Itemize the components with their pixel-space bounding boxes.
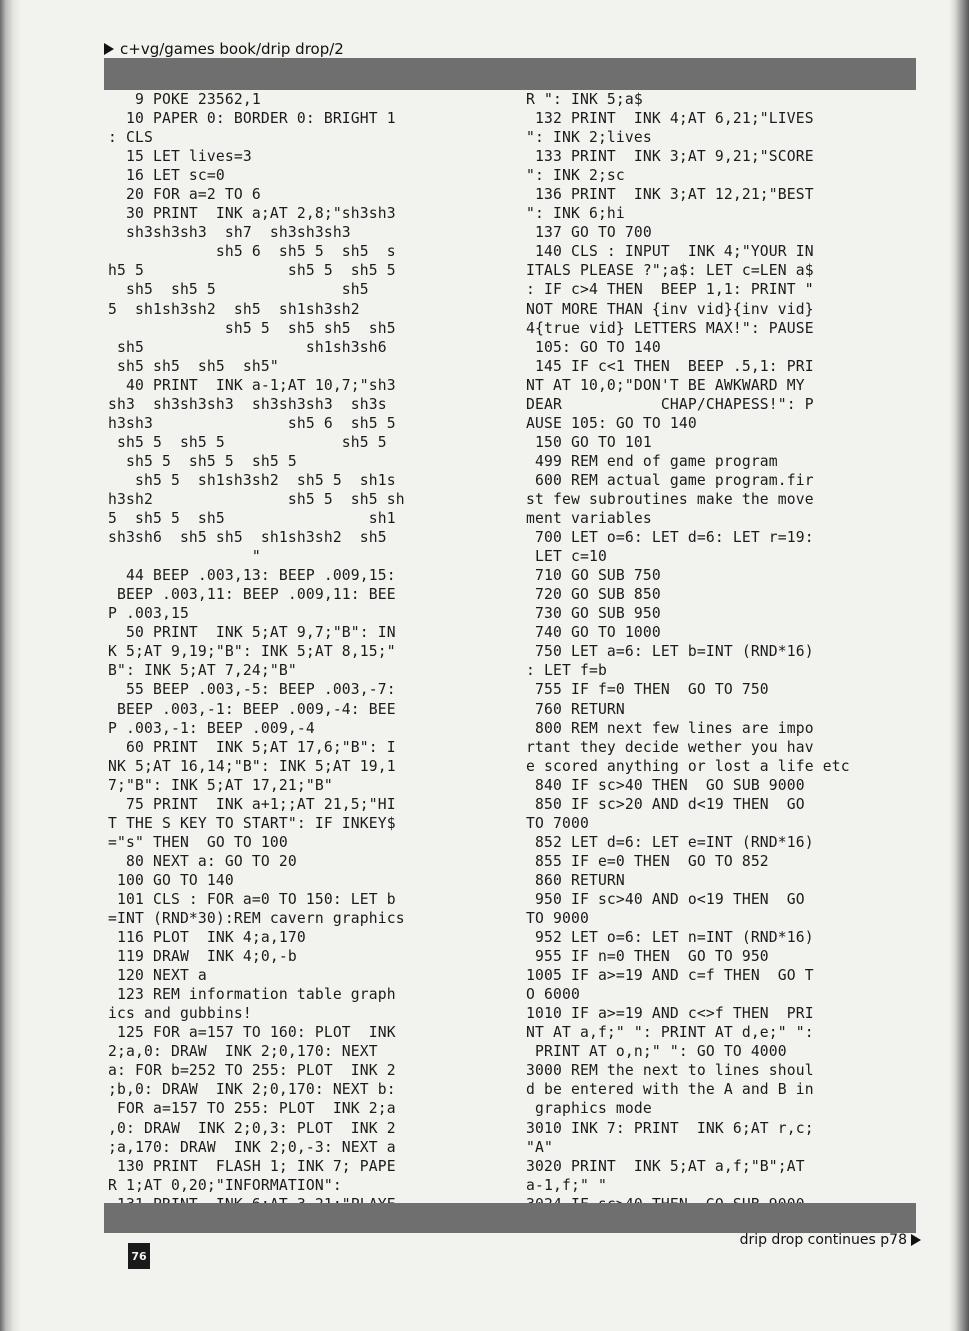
- header-rule-bar: [104, 58, 916, 90]
- page-number: 76: [128, 1243, 150, 1269]
- listing-column-right: R ": INK 5;a$ 132 PRINT INK 4;AT 6,21;"LIVES ": INK 2;lives 133 PRINT INK 3;AT 9,21;"SCORE ": INK 2;sc 136 PRINT INK 3;AT 12,21;"BEST ": INK 6;hi 137 GO TO 700 140 CLS : INPUT INK 4;"YOUR IN ITALS PLEASE ?";a$: LET c=LEN a$ : IF c>4 THEN BEEP 1,1: PRINT " NOT MORE THAN {inv vid}{inv vid} 4{true vid} LETTERS MAX!": PAUSE 105: GO TO 140 145 IF c<1 THEN BEEP .5,1: PRI NT AT 10,0;"DON'T BE AWKWARD MY DEAR CHAP/CHAPESS!": P AUSE 105: GO TO 140 150 GO TO 101 499 REM end of game program 600 REM actual game program.fir st few subroutines make the move ment variables 700 LET o=6: LET d=6: LET r=19: LET c=10 710 GO SUB 750 720 GO SUB 850 730 GO SUB 950 740 GO TO 1000 750 LET a=6: LET b=INT (RND*16) : LET f=b 755 IF f=0 THEN GO TO 750 760 RETURN 800 REM next few lines are impo rtant they decide wether you hav e scored anything or lost a life etc 840 IF sc>40 THEN GO SUB 9000 850 IF sc>20 AND d<19 THEN GO TO 7000 852 LET d=6: LET e=INT (RND*16) 855 IF e=0 THEN GO TO 852 860 RETURN 950 IF sc>40 AND o<19 THEN GO TO 9000 952 LET o=6: LET n=INT (RND*16) 955 IF n=0 THEN GO TO 950 1005 IF a>=19 AND c=f THEN GO T O 6000 1010 IF a>=19 AND c<>f THEN PRI NT AT a,f;" ": PRINT AT d,e;" ": PRINT AT o,n;" ": GO TO 4000 3000 REM the next to lines shoul d be entered with the A and B in graphics mode 3010 INK 7: PRINT INK 6;AT r,c; "A" 3020 PRINT INK 5;AT a,f;"B";AT a-1,f;" ": [526, 91, 850, 1194]
- triangle-right-icon: [104, 43, 114, 55]
- breadcrumb-text: c+vg/games book/drip drop/2: [120, 40, 344, 58]
- triangle-right-icon: [911, 1234, 921, 1246]
- page-edge-shadow: [949, 0, 969, 1331]
- breadcrumb: [104, 40, 344, 58]
- continuation-text: drip drop continues p78: [739, 1232, 907, 1248]
- continuation-note: [740, 1232, 921, 1248]
- listing-column-left: 9 POKE 23562,1 10 PAPER 0: BORDER 0: BRIGHT 1 : CLS 15 LET lives=3 16 LET sc=0 20 FOR a=2 TO 6 30 PRINT INK a;AT 2,8;"sh3sh3 sh3sh3sh3 sh7 sh3sh3sh3 sh5 6 sh5 5 sh5 s h5 5 sh5 5 sh5 5 sh5 sh5 5 sh5 5 sh1sh3sh2 sh5 sh1sh3sh2 sh5 5 sh5 sh5 sh5 sh5 sh1sh3sh6 sh5 sh5 sh5 sh5" 40 PRINT INK a-1;AT 10,7;"sh3 sh3 sh3sh3sh3 sh3sh3sh3 sh3s h3sh3 sh5 6 sh5 5 sh5 5 sh5 5 sh5 5 sh5 5 sh5 5 sh5 5 sh5 5 sh1sh3sh2 sh5 5 sh1s h3sh2 sh5 5 sh5 sh 5 sh5 5 sh5 sh1 sh3sh6 sh5 sh5 sh1sh3sh2 sh5 " 44 BEEP .003,13: BEEP .009,15: BEEP .003,11: BEEP .009,11: BEE P .003,15 50 PRINT INK 5;AT 9,7;"B": IN K 5;AT 9,19;"B": INK 5;AT 8,15;" B": INK 5;AT 7,24;"B" 55 BEEP .003,-5: BEEP .003,-7: BEEP .003,-1: BEEP .009,-4: BEE P .003,-1: BEEP .009,-4 60 PRINT INK 5;AT 17,6;"B": I NK 5;AT 16,14;"B": INK 5;AT 19,1 7;"B": INK 5;AT 17,21;"B" 75 PRINT INK a+1;;AT 21,5;"HI T THE S KEY TO START": IF INKEY$ ="s" THEN GO TO 100 80 NEXT a: GO TO 20 100 GO TO 140 101 CLS : FOR a=0 TO 150: LET b =INT (RND*30):REM cavern graphics 116 PLOT INK 4;a,170 119 DRAW INK 4;0,-b 120 NEXT a 123 REM information table graph ics and gubbins! 125 FOR a=157 TO 160: PLOT INK 2;a,0: DRAW INK 2;0,170: NEXT a: FOR b=252 TO 255: PLOT INK 2 ;b,0: DRAW INK 2;0,170: NEXT b: FOR a=157 TO 255: PLOT INK 2;a ,0: DRAW INK 2;0,3: PLOT INK 2 ;a,170: DRAW INK 2;0,-3: NEXT a 130 PRINT FLASH 1; INK 7; PAPE R 1;AT 0,20;"INFORMATION":: [108, 91, 405, 1194]
- footer-rule-bar: [104, 1203, 916, 1233]
- book-spine-shadow: [0, 0, 22, 1331]
